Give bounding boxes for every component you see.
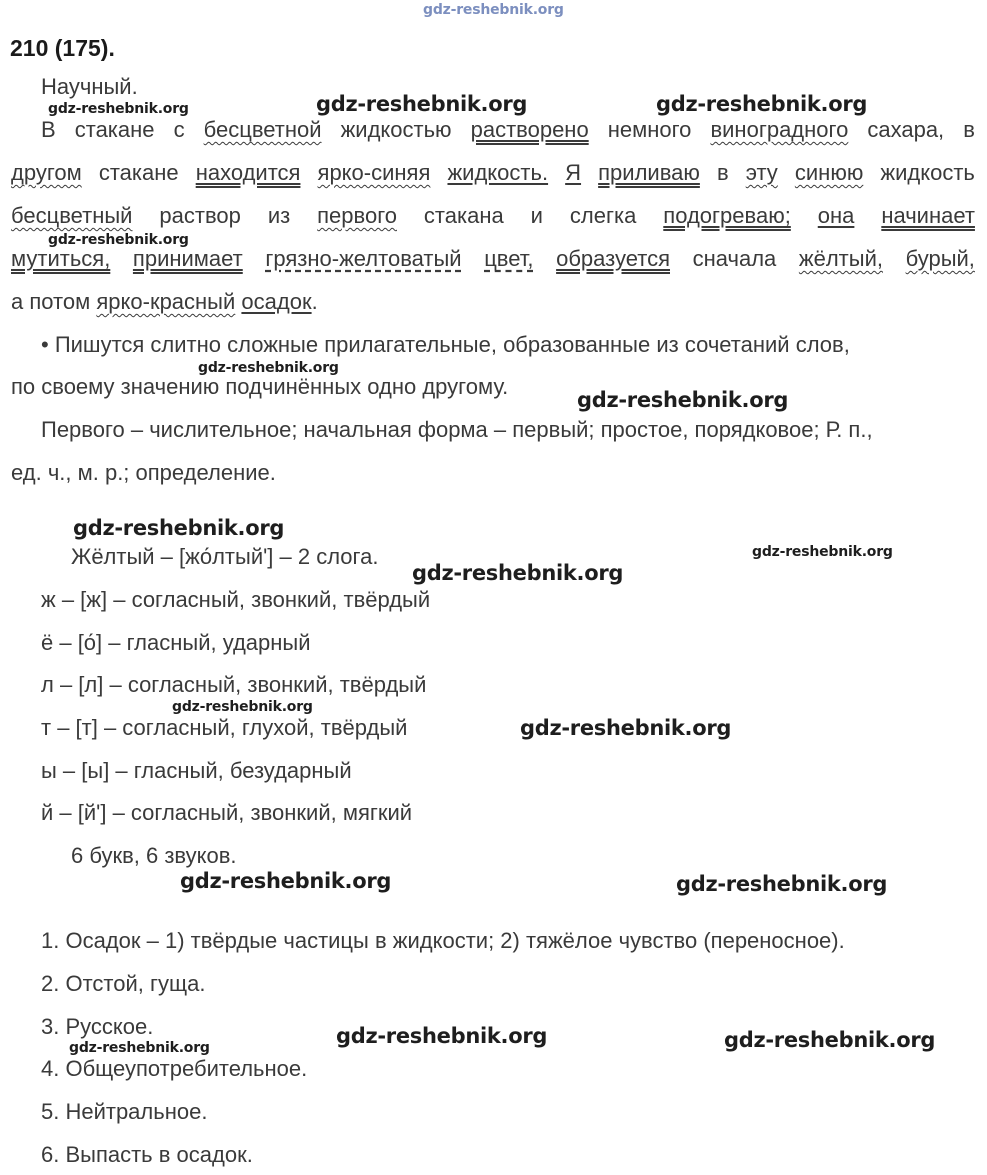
word-predicate: начинает [881, 203, 975, 228]
word: и [530, 203, 543, 228]
phonetic-row: л – [л] – согласный, звонкий, твёрдый [41, 672, 427, 697]
word: В [41, 117, 56, 142]
word-predicate: подогреваю; [663, 203, 791, 228]
word-predicate: принимает [132, 246, 243, 271]
word-predicate: находится [195, 160, 301, 185]
phonetic-row: й – [й'] – согласный, звонкий, мягкий [41, 800, 413, 825]
word-attribute: бурый, [905, 246, 975, 271]
word: немного [607, 117, 692, 142]
watermark: gdz-reshebnik.org [423, 2, 564, 18]
answer-item: 6. Выпасть в осадок. [41, 1142, 253, 1167]
text-line-4 [11, 248, 975, 270]
watermark: gdz-reshebnik.org [520, 716, 732, 740]
word-subject: жидкость. [447, 160, 549, 185]
word-attribute: первого [317, 203, 397, 228]
answer-item: 3. Русское. [41, 1014, 154, 1039]
word-subject: осадок [241, 289, 312, 314]
word: жидкость [880, 160, 975, 185]
word: потом [29, 289, 91, 314]
word: стакане [98, 160, 179, 185]
watermark: gdz-reshebnik.org [577, 388, 789, 412]
answer-item: 2. Отстой, гуща. [41, 971, 206, 996]
word: стакана [423, 203, 504, 228]
style-label: Научный. [41, 74, 138, 99]
exercise-number: 210 (175). [10, 35, 115, 61]
word-attribute: виноградного [710, 117, 849, 142]
watermark: gdz-reshebnik.org [676, 872, 888, 896]
word-predicate: приливаю [598, 160, 700, 185]
phonetic-row: ж – [ж] – согласный, звонкий, твёрдый [41, 587, 431, 612]
word-object: цвет, [484, 246, 534, 271]
word-subject: Я [565, 160, 582, 185]
watermark: gdz-reshebnik.org [48, 232, 189, 248]
watermark: gdz-reshebnik.org [180, 869, 392, 893]
word: в [716, 160, 729, 185]
word-attribute: бесцветной [203, 117, 322, 142]
word: сахара, [867, 117, 945, 142]
word: раствор [159, 203, 241, 228]
word: слегка [569, 203, 637, 228]
phonetic-header: Жёлтый – [жо́лтый'] – 2 слога. [71, 544, 379, 569]
watermark: gdz-reshebnik.org [752, 544, 893, 560]
watermark: gdz-reshebnik.org [198, 360, 339, 376]
word: стакане [74, 117, 155, 142]
watermark: gdz-reshebnik.org [73, 516, 285, 540]
word: в [963, 117, 975, 142]
watermark: gdz-reshebnik.org [48, 101, 189, 117]
analysis-line-1: Первого – числительное; начальная форма – первый; простое, порядковое; Р. п., [41, 417, 873, 442]
word: . [311, 289, 318, 314]
word: из [267, 203, 291, 228]
phonetic-summary: 6 букв, 6 звуков. [71, 843, 237, 868]
rule-line-1 [41, 334, 975, 356]
word: с [173, 117, 185, 142]
rule-line-2: по своему значению подчинённых одно другому. [11, 374, 509, 399]
phonetic-row: ы – [ы] – гласный, безударный [41, 758, 352, 783]
rule-text: • Пишутся слитно сложные прилагательные, образованные из сочетаний слов, [41, 332, 850, 357]
text-line-5 [11, 291, 318, 313]
phonetic-row: ё – [о́] – гласный, ударный [41, 630, 311, 655]
word-predicate: растворено [470, 117, 589, 142]
answer-item: 5. Нейтральное. [41, 1099, 208, 1124]
word-attribute: жёлтый, [798, 246, 883, 271]
watermark: gdz-reshebnik.org [316, 92, 528, 116]
word-object: грязно-желтоватый [265, 246, 462, 271]
word: сначала [692, 246, 777, 271]
word-attribute: другом [11, 160, 82, 185]
analysis-line-2: ед. ч., м. р.; определение. [11, 460, 276, 485]
word-subject: она [817, 203, 855, 228]
answer-item: 1. Осадок – 1) твёрдые частицы в жидкости; 2) тяжёлое чувство (переносное). [41, 928, 845, 953]
word-predicate: мутиться, [11, 246, 111, 271]
word-attribute: ярко-красный [96, 289, 236, 314]
watermark: gdz-reshebnik.org [656, 92, 868, 116]
answer-item: 4. Общеупотребительное. [41, 1056, 308, 1081]
watermark: gdz-reshebnik.org [412, 561, 624, 585]
text-line-3 [11, 205, 975, 227]
word-attribute: синюю [794, 160, 864, 185]
word-attribute: бесцветный [11, 203, 133, 228]
word: а [11, 289, 24, 314]
watermark: gdz-reshebnik.org [172, 699, 313, 715]
watermark: gdz-reshebnik.org [69, 1040, 210, 1056]
word: жидкостью [340, 117, 452, 142]
text-line-1 [41, 119, 975, 141]
text-line-2 [11, 162, 975, 184]
word-predicate: образуется [556, 246, 670, 271]
phonetic-row: т – [т] – согласный, глухой, твёрдый [41, 715, 408, 740]
watermark: gdz-reshebnik.org [724, 1028, 936, 1052]
watermark: gdz-reshebnik.org [336, 1024, 548, 1048]
word-attribute: эту [745, 160, 778, 185]
word-attribute: ярко-синяя [317, 160, 431, 185]
